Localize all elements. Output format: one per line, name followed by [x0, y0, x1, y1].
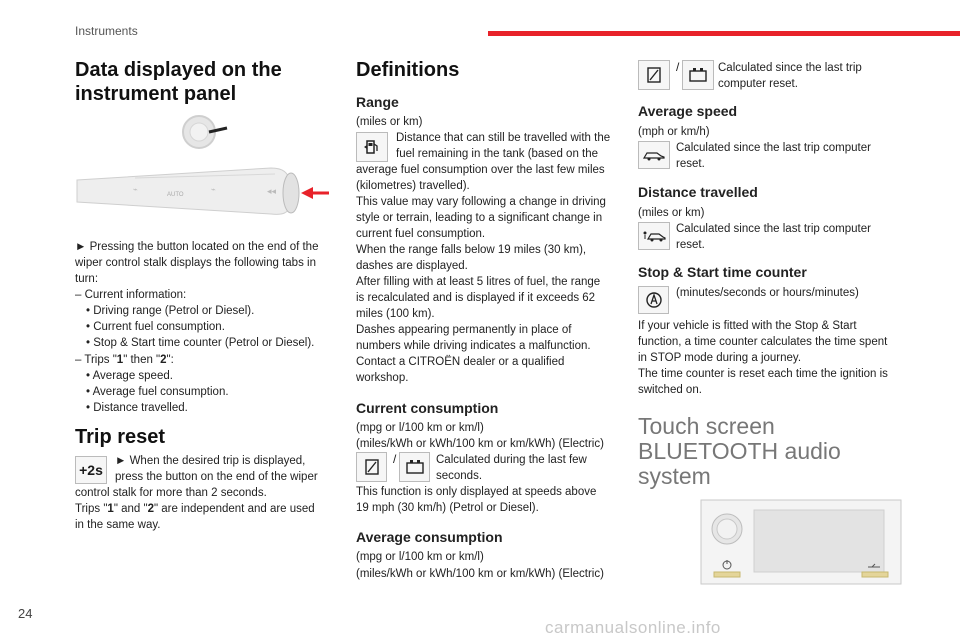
as-text: Calculated since the last trip computer [676, 142, 871, 154]
section-title-trip-reset: Trip reset [75, 426, 166, 448]
car-speed-icon [638, 141, 670, 169]
fuel-gauge-icon [356, 452, 387, 482]
average-speed-title: Average speed [638, 103, 738, 119]
slash-separator: / [676, 60, 680, 74]
battery-icon [682, 60, 714, 90]
trip-reset-text: ► When the desired trip is displayed, [115, 455, 306, 467]
range-text: Distance that can still be travelled with the [396, 132, 611, 144]
stop-start-title: Stop & Start time counter [638, 264, 807, 280]
section-title-data-displayed: Data displayed on the instrument panel [75, 59, 282, 105]
cc-text: 19 mph (30 km/h) (Petrol or Diesel). [356, 502, 539, 514]
range-text: Contact a CITROËN dealer or a qualified [356, 356, 565, 368]
current-info-label: – Current information: [75, 289, 187, 301]
range-text: miles (100 km). [356, 308, 435, 320]
ss-text: function, a time counter calculates the time spent [638, 336, 888, 348]
svg-text:⌁: ⌁ [133, 185, 138, 194]
slash-separator: / [393, 452, 397, 466]
ss-text: The time counter is reset each time the ignition is [638, 368, 888, 380]
cc-text: Calculated during the last few [436, 454, 587, 466]
ac-units: (mpg or l/100 km or km/l) [356, 551, 484, 563]
range-text: workshop. [356, 372, 409, 384]
range-text: Dashes appearing permanently in place of [356, 324, 572, 336]
range-text: is recalculated and is displayed if it exceeds 62 [356, 292, 596, 304]
fuel-pump-icon [356, 132, 388, 162]
list-item: • Average fuel consumption. [86, 386, 229, 398]
touch-screen-illustration [700, 499, 902, 585]
battery-icon [399, 452, 430, 482]
steering-wheel-icon [183, 116, 227, 148]
range-text: When the range falls below 19 miles (30 km), [356, 244, 587, 256]
cc-text: seconds. [436, 470, 483, 482]
range-text: average fuel consumption over the last few miles [356, 164, 605, 176]
trip-reset-text: control stalk for more than 2 seconds. [75, 487, 267, 499]
average-consumption-title: Average consumption [356, 529, 503, 545]
range-text: This value may vary following a change in driving [356, 196, 606, 208]
as-text: reset. [676, 158, 705, 170]
trips-independent-text: Trips "1" and "2" are independent and are used [75, 503, 315, 515]
list-item: • Stop & Start time counter (Petrol or Diesel). [86, 337, 315, 349]
touch-screen-title: BLUETOOTH audio [638, 438, 841, 464]
list-item: • Average speed. [86, 370, 173, 382]
list-item: • Driving range (Petrol or Diesel). [86, 305, 255, 317]
range-text: (kilometres) travelled). [356, 180, 470, 192]
section-title-definitions: Definitions [356, 59, 460, 81]
range-title: Range [356, 94, 399, 110]
range-text: dashes are displayed. [356, 260, 468, 272]
svg-text:◂◂: ◂◂ [267, 187, 277, 197]
plus-2s-icon: +2s [75, 456, 107, 484]
svg-text:⌁: ⌁ [211, 185, 216, 194]
trip-reset-text: press the button on the end of the wiper [115, 471, 318, 483]
red-arrow-icon [301, 187, 329, 199]
range-units: (miles or km) [356, 116, 423, 128]
list-item: • Current fuel consumption. [86, 321, 225, 333]
page-number: 24 [18, 606, 33, 621]
as-units: (mph or km/h) [638, 126, 710, 138]
range-text: fuel remaining in the tank (based on the [396, 148, 599, 160]
current-consumption-title: Current consumption [356, 400, 499, 416]
watermark: carmanualsonline.info [545, 618, 721, 637]
ac-text: computer reset. [718, 78, 798, 90]
stop-start-icon [638, 286, 669, 314]
dt-units: (miles or km) [638, 207, 705, 219]
car-distance-icon [638, 222, 670, 250]
trips-independent-text: in the same way. [75, 519, 161, 531]
dt-text: Calculated since the last trip computer [676, 223, 871, 235]
ac-text: Calculated since the last trip [718, 62, 862, 74]
range-text: After filling with at least 5 litres of fuel, the range [356, 276, 601, 288]
header-bar [488, 31, 960, 36]
touch-screen-title: system [638, 463, 711, 489]
ss-units: (minutes/seconds or hours/minutes) [676, 287, 859, 299]
cc-units: (mpg or l/100 km or km/l) [356, 422, 484, 434]
header-label: Instruments [75, 24, 138, 38]
range-text: style or terrain, leading to a significant change in [356, 212, 603, 224]
cc-text: This function is only displayed at speeds above [356, 486, 597, 498]
range-text: numbers while driving indicates a malfunction. [356, 340, 591, 352]
wiper-stalk-illustration [75, 112, 333, 222]
ss-text: If your vehicle is fitted with the Stop & Start [638, 320, 857, 332]
list-item: • Distance travelled. [86, 402, 188, 414]
stalk-instructions: ► Pressing the button located on the end of the wiper control stalk displays the following tabs in turn: [75, 241, 319, 285]
trips-label: – Trips "1" then "2": [75, 354, 174, 366]
range-text: current fuel consumption. [356, 228, 486, 240]
wiper-stalk-icon [77, 168, 299, 214]
fuel-gauge-icon [638, 60, 670, 90]
touch-screen-title: Touch screen [638, 413, 775, 439]
svg-text:AUTO: AUTO [167, 192, 184, 198]
ac-units: (miles/kWh or kWh/100 km or km/kWh) (Electric) [356, 568, 604, 580]
dt-text: reset. [676, 239, 705, 251]
cc-units: (miles/kWh or kWh/100 km or km/kWh) (Electric) [356, 438, 604, 450]
volume-knob-icon [712, 514, 742, 544]
ss-text: in STOP mode during a journey. [638, 352, 802, 364]
ss-text: switched on. [638, 384, 702, 396]
distance-travelled-title: Distance travelled [638, 184, 758, 200]
